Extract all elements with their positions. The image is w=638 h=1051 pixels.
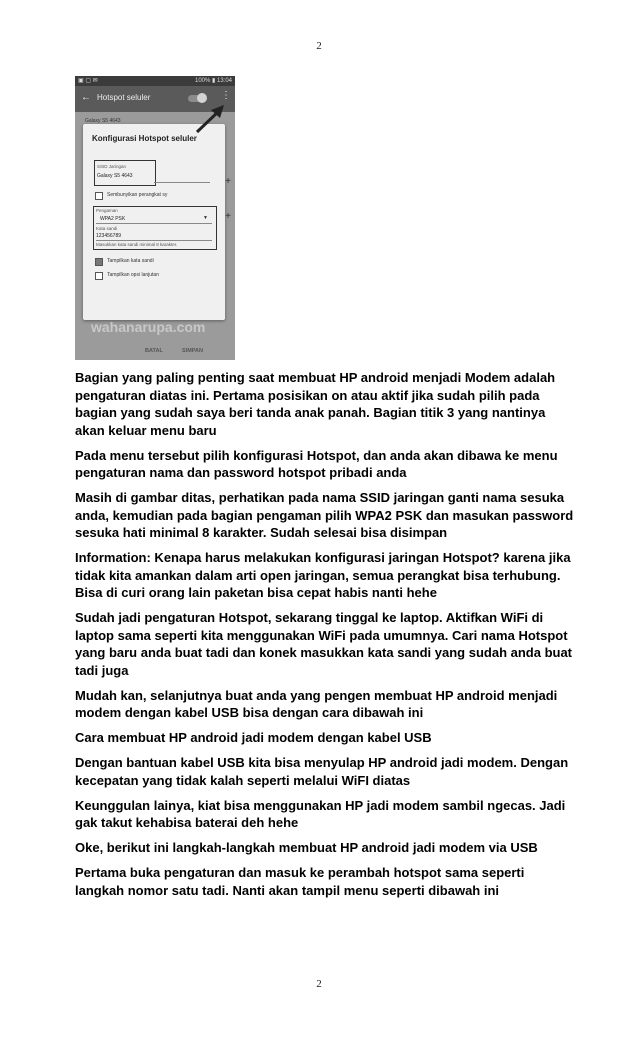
network-name-peek: Galaxy S5 4643 [85,118,121,124]
paragraph: Masih di gambar ditas, perhatikan pada nama SSID jaringan ganti nama sesuka anda, kemudian pada bagian pengaman pilih WPA2 PSK dan masukan password sesuka hati minimal 8 karakter. Sudah selesai bisa disimpan [75,490,574,540]
watermark: wahanarupa.com [91,319,206,335]
ssid-value: Galaxy S5 4643 [97,173,133,179]
dropdown-arrow-icon: ▼ [203,215,208,221]
plus-icon: + [225,211,231,222]
password-value: 123456789 [96,233,122,239]
article-body [75,369,575,907]
password-hint: Masukkan kata sandi minimal 8 karakter. [96,242,178,247]
plus-icon: + [225,176,231,187]
password-label: Kata sandi [96,226,118,231]
cancel-button: BATAL [145,348,163,354]
hotspot-screenshot [75,76,235,360]
app-bar-title: Hotspot seluler [97,93,151,102]
more-options-icon: ⋮ [221,90,231,101]
dialog-title: Konfigurasi Hotspot seluler [92,134,197,143]
security-value: WPA2 PSK [100,216,126,222]
save-button: SIMPAN [182,348,203,354]
section-heading: Cara membuat HP android jadi modem dengan kabel USB [75,730,432,745]
status-icons: ▣ ▢ ✉ [78,78,98,84]
paragraph: Pada menu tersebut pilih konfigurasi Hotspot, dan anda akan dibawa ke menu pengaturan nama dan password hotspot pribadi anda [75,447,558,480]
hide-device-label: Sembunyikan perangkat sy [107,192,168,198]
paragraph: Keunggulan lainya, kiat bisa menggunakan HP jadi modem sambil ngecas. Jadi gak takut kehabisa baterai deh hehe [75,797,566,830]
paragraph: Oke, berikut ini langkah-langkah membuat HP android jadi modem via USB [75,840,538,855]
show-password-label: Tampilkan kata sandi [107,258,154,264]
advanced-options-label: Tampilkan opsi lanjutan [107,272,159,278]
page-number-top: 2 [316,40,322,52]
paragraph: Pertama buka pengaturan dan masuk ke perambah hotspot sama seperti langkah nomor satu tadi. Nanti akan tampil menu seperti dibawah ini [75,865,525,898]
ssid-label: SSID Jaringan [97,164,127,169]
page-number-bottom: 2 [316,978,322,990]
annotation-arrow-icon [75,76,235,360]
back-arrow-icon: ← [81,92,91,103]
status-time: 100% ▮ 13:04 [195,78,232,84]
paragraph: Sudah jadi pengaturan Hotspot, sekarang tinggal ke laptop. Aktifkan WiFi di laptop sama seperti kita menggunakan WiFi pada umumnya. Cari nama Hotspot yang baru anda buat tadi dan konek masukkan kata sandi yang sudah anda buat tadi juga [75,610,573,678]
paragraph: Mudah kan, selanjutnya buat anda yang pengen membuat HP android menjadi modem dengan kabel USB bisa dengan cara dibawah ini [75,687,558,720]
paragraph: Bagian yang paling penting saat membuat HP android menjadi Modem adalah pengaturan diatas ini. Pertama posisikan on atau aktif jika sudah pilih pada bagian yang sudah saya beri tanda anak panah. Bagian titik 3 yang nantinya akan keluar menu baru [75,370,556,438]
paragraph: Information: Kenapa harus melakukan konfigurasi jaringan Hotspot? karena jika tidak kita amankan dalam arti open jaringan, semua perangkat bisa terhubung. Bisa di curi orang lain paketan bisa cepat habis nanti hehe [75,550,571,600]
security-label: Pengaman [96,208,118,213]
paragraph: Dengan bantuan kabel USB kita bisa menyulap HP android jadi modem. Dengan kecepatan yang tidak kalah seperti melalui WiFI diatas [75,755,569,788]
